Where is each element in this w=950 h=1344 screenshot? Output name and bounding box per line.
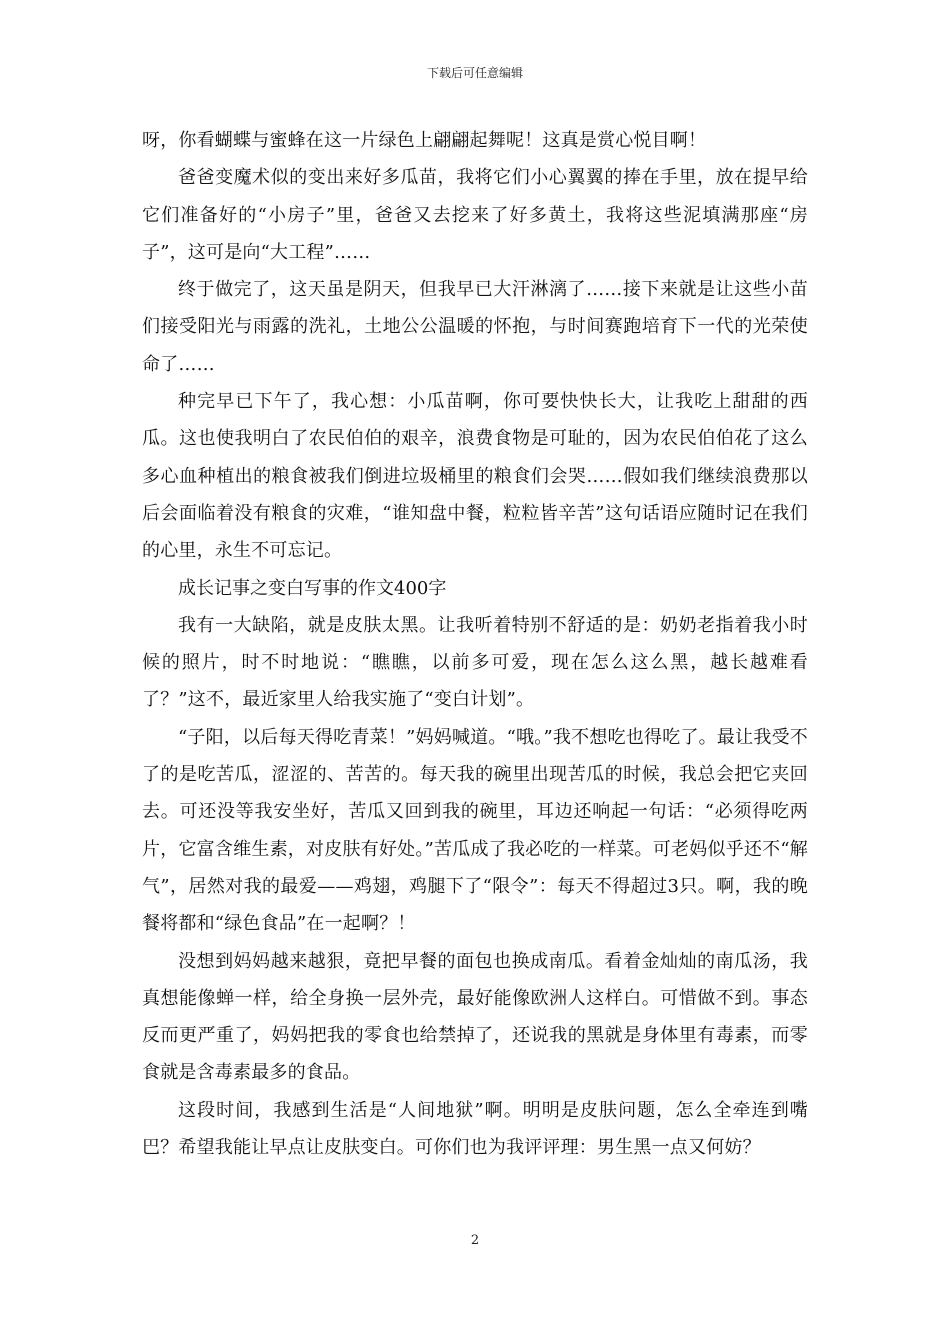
paragraph-continuation: 呀，你看蝴蝶与蜜蜂在这一片绿色上翩翩起舞呢！这真是赏心悦目啊！ [142,130,707,151]
paragraph: 终于做完了，这天虽是阴天，但我早已大汗淋漓了……接下来就是让这些小苗们接受阳光与雨露的洗礼，土地公公温暖的怀抱，与时间赛跑培育下一代的光荣使命了…… [142,279,808,375]
page-header: 下载后可任意编辑 [426,66,523,80]
paragraph: “子阳，以后每天得吃青菜！”妈妈喊道。“哦。”我不想吃也得吃了。最让我受不了的是吃苦瓜，涩涩的、苦苦的。每天我的碗里出现苦瓜的时候，我总会把它夹回去。可还没等我安坐好，苦瓜又回到我的碗里，耳边还响起一句话：“必须得吃两片，它富含维生素，对皮肤有好处。”苦瓜成了我必吃的一样菜。可老妈似乎还不“解气”，居然对我的最爱——鸡翅，鸡腿下了“限令”：每天不得超过3只。啊，我的晚餐将都和“绿色食品”在一起啊？！ [142,726,808,935]
paragraph: 爸爸变魔术似的变出来好多瓜苗，我将它们小心翼翼的捧在手里，放在提早给它们准备好的“小房子”里，爸爸又去挖来了好多黄土，我将这些泥填满那座“房子”，这可是向“大工程”…… [142,167,808,263]
paragraph: 没想到妈妈越来越狠，竟把早餐的面包也换成南瓜。看着金灿灿的南瓜汤，我真想能像蝉一样，给全身换一层外壳，最好能像欧洲人这样白。可惜做不到。事态反而更严重了，妈妈把我的零食也给禁掉了，还说我的黑就是身体里有毒素，而零食就是含毒素最多的食品。 [142,950,808,1084]
section-title: 成长记事之变白写事的作文400字 [178,577,447,599]
document-body [142,122,808,1166]
paragraph: 种完早已下午了，我心想：小瓜苗啊，你可要快快长大，让我吃上甜甜的西瓜。这也使我明白了农民伯伯的艰辛，浪费食物是可耻的，因为农民伯伯花了这么多心血种植出的粮食被我们倒进垃圾桶里的粮食们会哭……假如我们继续浪费那以后会面临着没有粮食的灾难，“谁知盘中餐，粒粒皆辛苦”这句话语应随时记在我们的心里，永生不可忘记。 [142,391,808,562]
page-number: 2 [470,1233,480,1248]
paragraph: 我有一大缺陷，就是皮肤太黑。让我听着特别不舒适的是：奶奶老指着我小时候的照片，时不时地说：“瞧瞧，以前多可爱，现在怎么这么黑，越长越难看了？”这不，最近家里人给我实施了“变白计划”。 [142,614,808,711]
paragraph: 这段时间，我感到生活是“人间地狱”啊。明明是皮肤问题，怎么全牵连到嘴巴？希望我能让早点让皮肤变白。可你们也为我评评理：男生黑一点又何妨？ [142,1099,808,1159]
